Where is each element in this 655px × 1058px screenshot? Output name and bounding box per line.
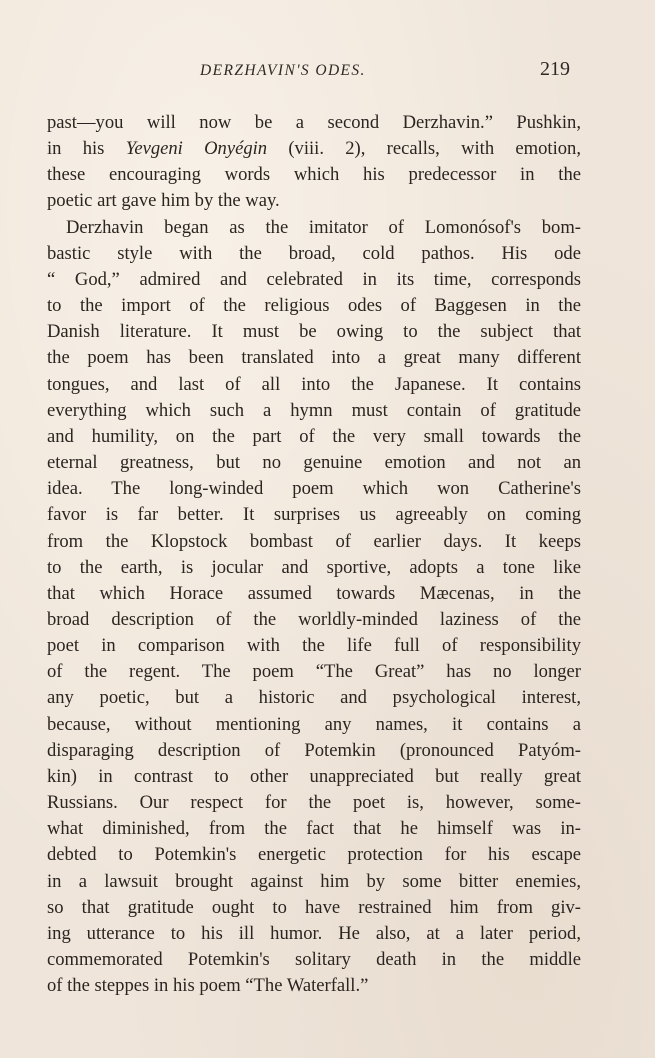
text-fragment: (viii. 2), recalls, with emotion, bbox=[288, 138, 581, 160]
text-line: Russians. Our respect for the poet is, however, some- bbox=[47, 792, 581, 814]
text-line: idea. The long-winded poem which won Catherine's bbox=[47, 478, 581, 500]
text-line: poetic art gave him by the way. bbox=[47, 190, 280, 212]
running-head bbox=[0, 60, 655, 84]
text-line: because, without mentioning any names, it contains a bbox=[47, 713, 581, 735]
text-line: favor is far better. It surprises us agreeably on coming bbox=[47, 504, 581, 526]
text-line: ing utterance to his ill humor. He also, at a later period, bbox=[47, 922, 581, 944]
text-line: disparaging description of Potemkin (pronounced Patyóm- bbox=[47, 739, 581, 761]
text-line: to the import of the religious odes of Baggesen in the bbox=[47, 295, 581, 317]
body-text bbox=[47, 110, 581, 999]
text-fragment: in his bbox=[47, 138, 105, 160]
running-title: DERZHAVIN'S ODES. bbox=[200, 62, 366, 79]
text-line bbox=[47, 136, 581, 162]
text-line: “ God,” admired and celebrated in its time, corresponds bbox=[47, 268, 581, 290]
text-line: that which Horace assumed towards Mæcenas, in the bbox=[47, 582, 581, 604]
text-line: tongues, and last of all into the Japanese. It contains bbox=[47, 373, 581, 395]
text-line: the poem has been translated into a great many different bbox=[47, 347, 581, 369]
text-line: of the steppes in his poem “The Waterfall.” bbox=[47, 975, 369, 997]
text-line: from the Klopstock bombast of earlier days. It keeps bbox=[47, 530, 581, 552]
page-number: 219 bbox=[540, 58, 570, 80]
text-line: of the regent. The poem “The Great” has no longer bbox=[47, 661, 581, 683]
text-line: poet in comparison with the life full of responsibility bbox=[47, 635, 581, 657]
text-line: any poetic, but a historic and psychological interest, bbox=[47, 687, 581, 709]
text-line: broad description of the worldly-minded laziness of the bbox=[47, 608, 581, 630]
paragraph-first-line: Derzhavin began as the imitator of Lomonósof's bom- bbox=[66, 216, 581, 238]
text-line: bastic style with the broad, cold pathos. His ode bbox=[47, 242, 581, 264]
text-line: so that gratitude ought to have restrained him from giv- bbox=[47, 896, 581, 918]
text-line: and humility, on the part of the very small towards the bbox=[47, 425, 581, 447]
text-line: everything which such a hymn must contain of gratitude bbox=[47, 399, 581, 421]
work-title: Yevgeni Onyégin bbox=[125, 138, 268, 160]
text-line: debted to Potemkin's energetic protection for his escape bbox=[47, 844, 581, 866]
text-line: past—you will now be a second Derzhavin.” Pushkin, bbox=[47, 112, 581, 133]
text-line: commemorated Potemkin's solitary death in the middle bbox=[47, 949, 581, 970]
text-line: these encouraging words which his predecessor in the bbox=[47, 164, 581, 186]
text-line: Danish literature. It must be owing to the subject that bbox=[47, 321, 581, 343]
text-line: in a lawsuit brought against him by some bitter enemies, bbox=[47, 870, 581, 892]
text-line: what diminished, from the fact that he himself was in- bbox=[47, 818, 581, 840]
text-line: to the earth, is jocular and sportive, adopts a tone like bbox=[47, 556, 581, 578]
text-line: eternal greatness, but no genuine emotion and not an bbox=[47, 452, 581, 474]
text-line: kin) in contrast to other unappreciated but really great bbox=[47, 765, 581, 787]
